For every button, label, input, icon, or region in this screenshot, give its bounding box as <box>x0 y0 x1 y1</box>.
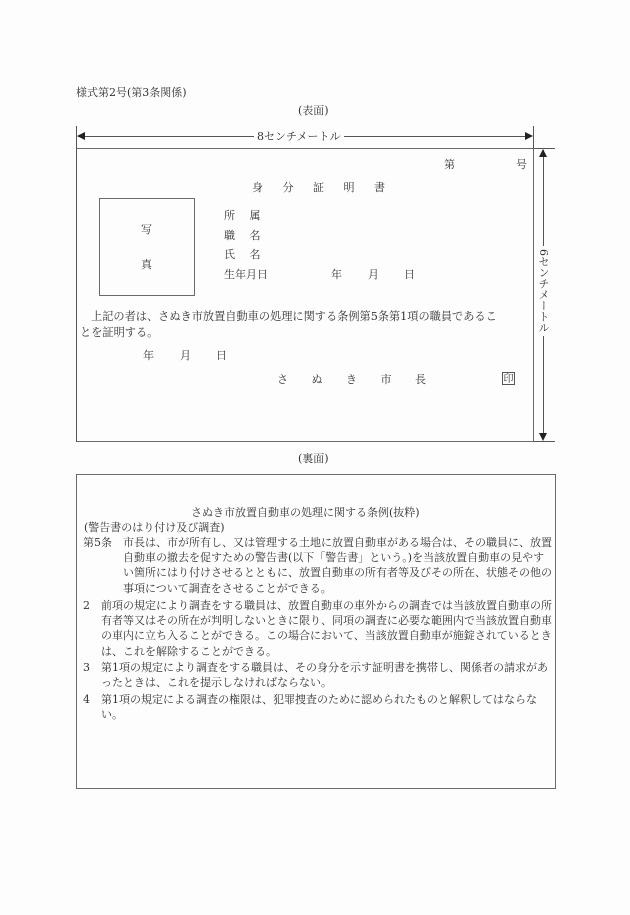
statement-line-2: とを証明する。 <box>80 326 159 339</box>
article-5-paragraph-1 <box>83 535 553 596</box>
article-caption: (警告書のはり付け及び調査) <box>84 521 225 534</box>
number-label-dai: 第 <box>444 158 455 171</box>
back-side-label: (裏面) <box>298 452 329 465</box>
article-5-paragraph-4 <box>83 692 553 722</box>
issue-day-unit: 日 <box>216 349 227 362</box>
photo-label-1: 写 <box>141 223 152 236</box>
number-label-go: 号 <box>516 158 527 171</box>
arrow-right-icon <box>525 132 533 140</box>
front-side-label: (表面) <box>298 104 329 117</box>
paragraph-text: 第1項の規定による調査の権限は、犯罪捜査のために認められたものと解釈してはならない。 <box>101 693 537 722</box>
seal-stamp-icon: 印 <box>503 374 514 385</box>
birth-year-unit: 年 <box>331 268 342 281</box>
birth-day-unit: 日 <box>404 268 415 281</box>
paragraph-number: 3 <box>83 661 101 674</box>
photo-label-2: 真 <box>141 258 152 271</box>
field-position-label: 職 名 <box>224 229 261 242</box>
article-5-paragraph-2 <box>83 598 553 659</box>
field-birthdate-label: 生年月日 <box>224 268 268 281</box>
height-dimension-label: 6センチメートル <box>537 246 550 336</box>
arrow-down-icon <box>539 433 547 441</box>
article-number: 第5条 <box>83 536 123 549</box>
width-dimension-label: 8センチメートル <box>254 130 344 143</box>
field-affiliation-label: 所 属 <box>224 209 261 222</box>
form-number-label: 様式第2号(第3条関係) <box>76 86 187 99</box>
issuer-mayor: さ ぬ き 市 長 <box>277 373 436 386</box>
paragraph-number: 4 <box>83 693 101 706</box>
paragraph-text: 前項の規定により調査をする職員は、放置自動車の車外からの調査では当該放置自動車の所有者等又はその所在が判明しないときに限り、同項の調査に必要な範囲内で当該放置自動車の車内に立ち入ることができる。この場合において、当該放置自動車が施錠されているときは、これを解除することができる。 <box>101 599 552 658</box>
article-text: 市長は、市が所有し、又は管理する土地に放置自動車がある場合は、その職員に、放置自動車の撤去を促すための警告書(以下「警告書」という。)を当該放置自動車の見やすい箇所にはり付けさせるとともに、放置自動車の所有者等及びその所在、状態その他の事項について調査をさせることができる。 <box>123 536 552 595</box>
card-title: 身 分 証 明 書 <box>252 181 393 194</box>
issue-year-unit: 年 <box>143 349 154 362</box>
dimension-tick-right <box>533 126 534 148</box>
issue-month-unit: 月 <box>180 349 191 362</box>
statement-line-1: 上記の者は、さぬき市放置自動車の処理に関する条例第5条第1項の職員であるこ <box>91 310 497 323</box>
ordinance-title: さぬき市放置自動車の処理に関する条例(抜粋) <box>191 506 420 519</box>
field-name-label: 氏 名 <box>224 248 261 261</box>
arrow-up-icon <box>539 149 547 157</box>
arrow-left-icon <box>77 132 85 140</box>
dimension-tick-bottom <box>533 441 555 442</box>
birth-month-unit: 月 <box>368 268 379 281</box>
paragraph-text: 第1項の規定により調査をする職員は、その身分を示す証明書を携帯し、関係者の請求があったときは、これを提示しなければならない。 <box>101 661 548 690</box>
paragraph-number: 2 <box>83 599 101 612</box>
photo-placeholder <box>99 198 195 296</box>
article-5-paragraph-3 <box>83 660 553 690</box>
